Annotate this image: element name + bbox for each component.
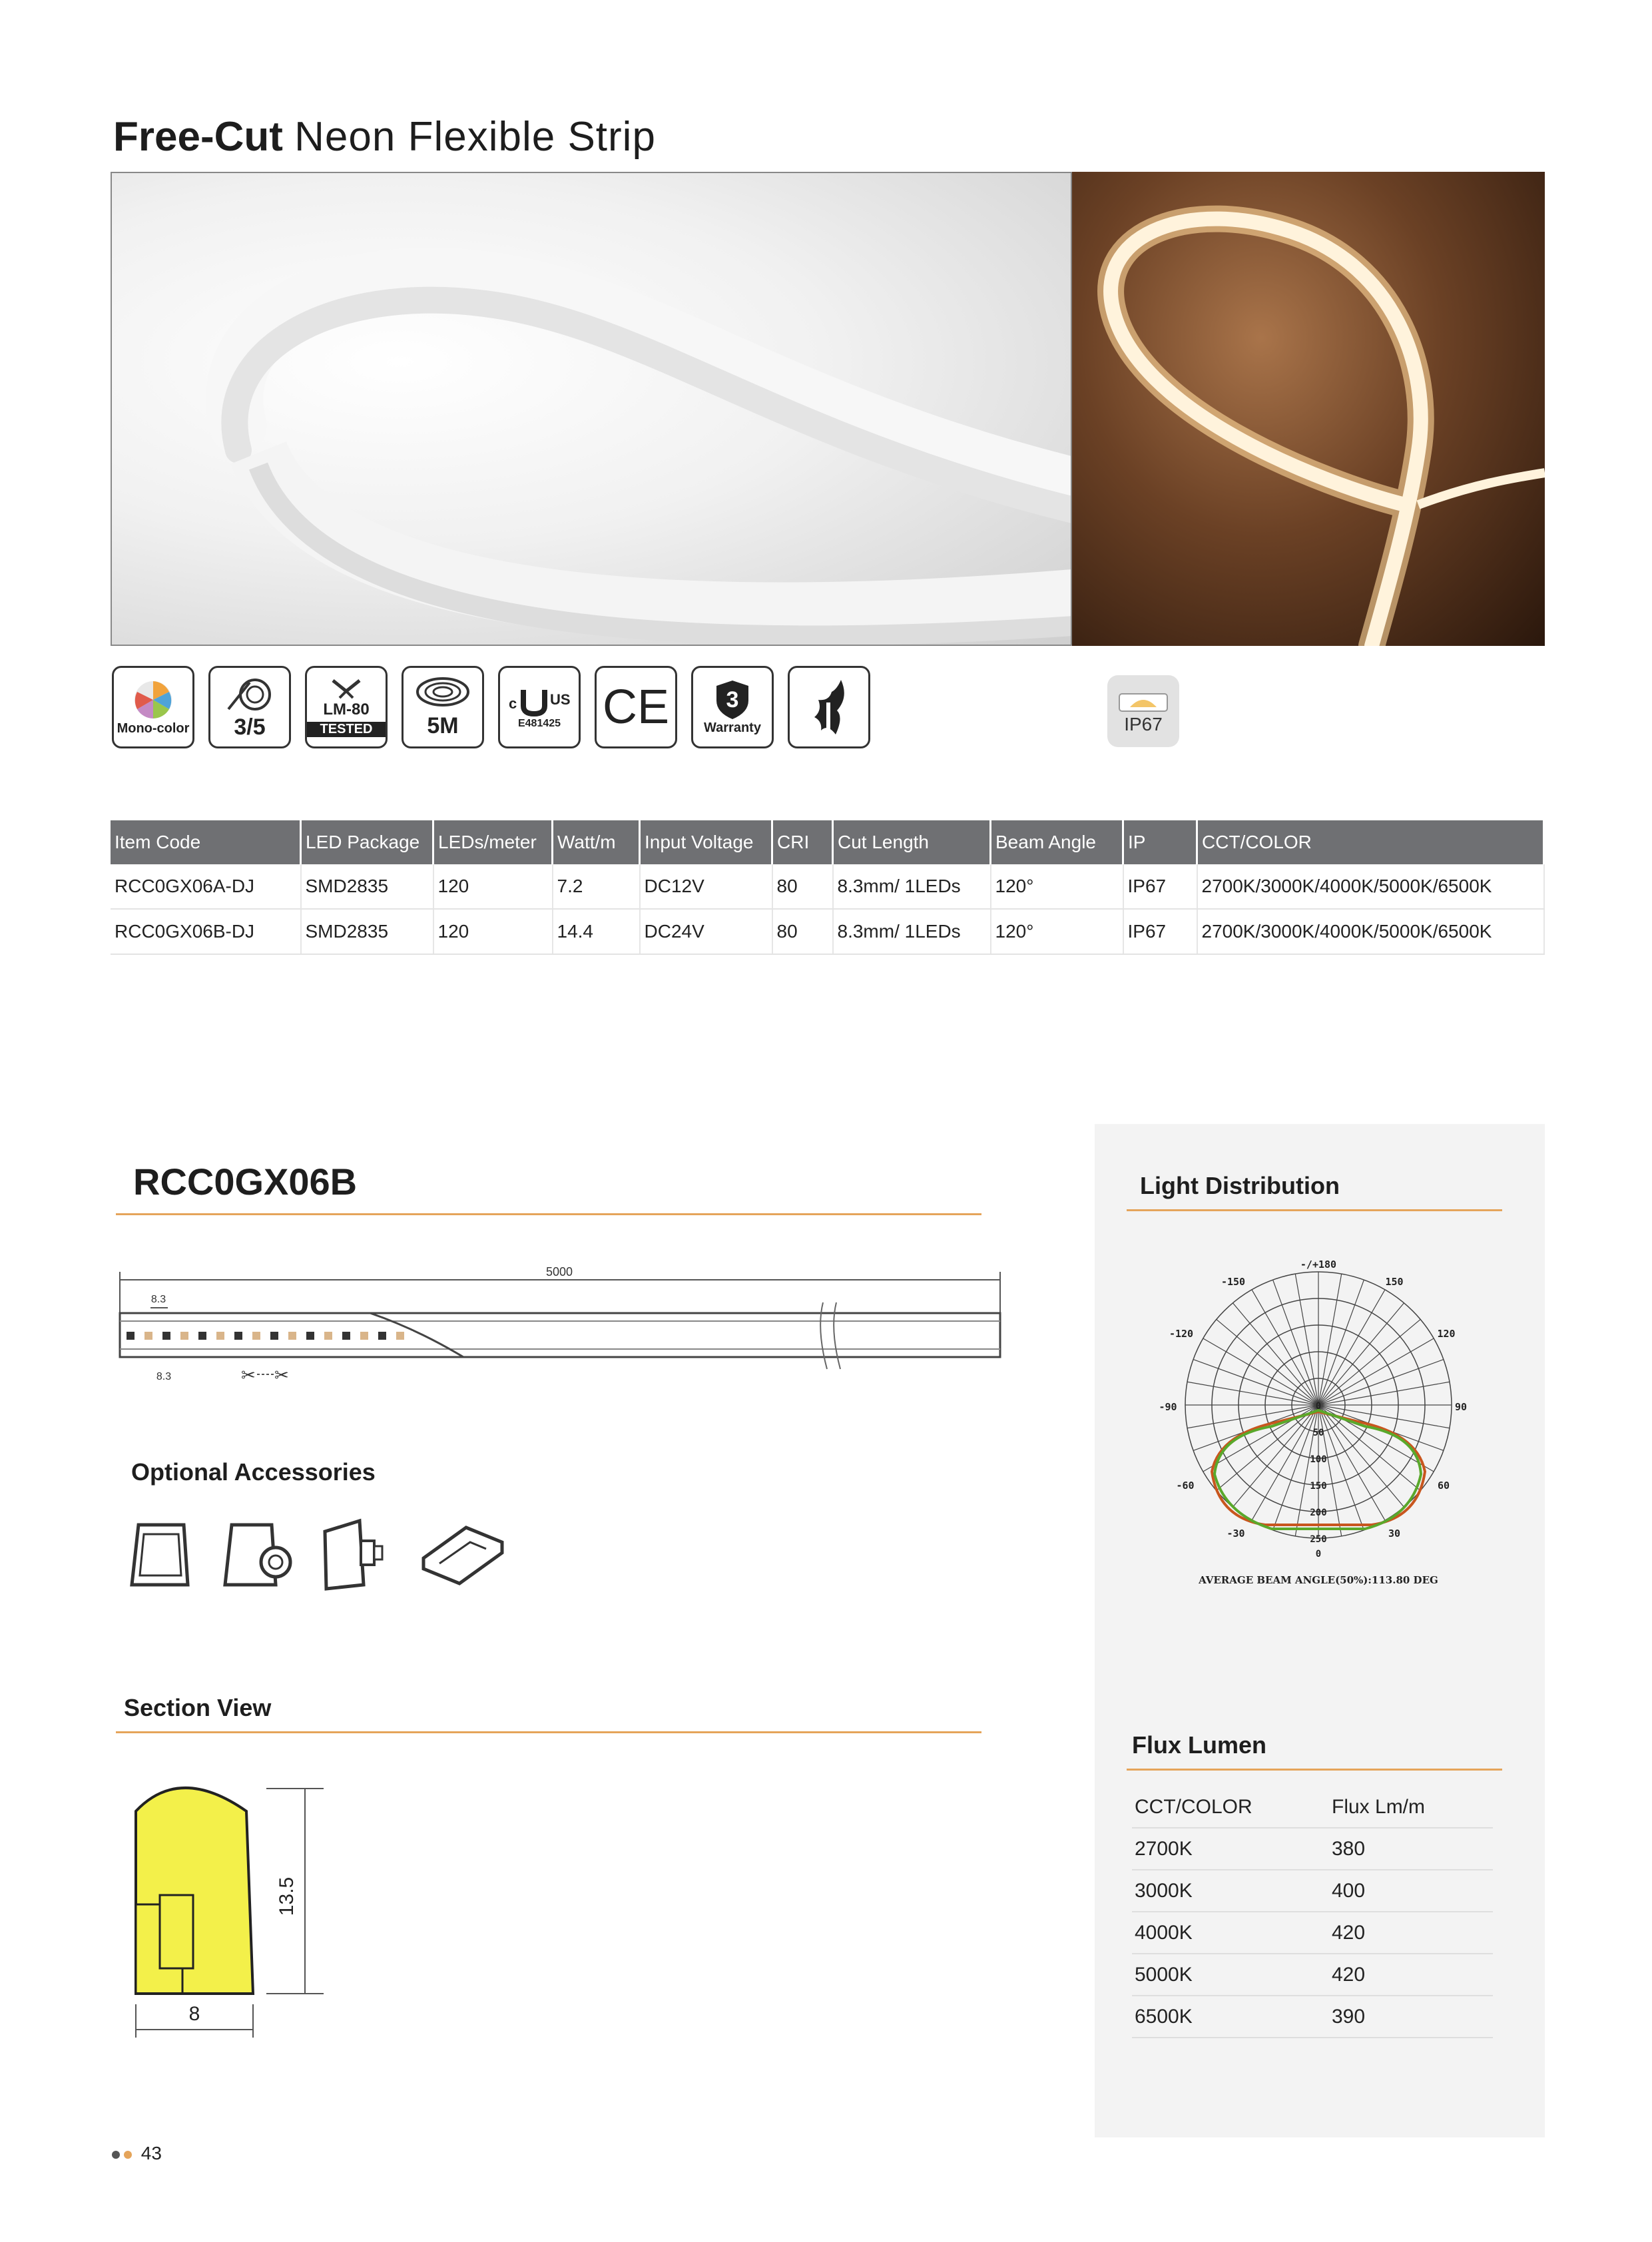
scissors-icon: ✂: [274, 1366, 289, 1386]
table-row: [111, 864, 1544, 909]
pitch-top-label: 8.3: [150, 1294, 166, 1305]
light-distribution-rule: [1127, 1209, 1502, 1211]
led-chip: [324, 1332, 332, 1340]
angle-label: -/+180: [1300, 1259, 1337, 1270]
cell: RCC0GX06A-DJ: [111, 864, 301, 909]
scissors-icon: ✂: [241, 1366, 256, 1386]
flux-header-cct: CCT/COLOR: [1132, 1787, 1321, 1828]
warranty-badge: [691, 666, 774, 748]
color-wheel-icon: [132, 679, 174, 721]
connector-icon: [325, 1521, 382, 1589]
header-beam-angle: Beam Angle: [991, 820, 1123, 864]
reel-label: 5M: [427, 712, 459, 738]
cell: 2700K/3000K/4000K/5000K/6500K: [1197, 909, 1544, 954]
angle-label: -30: [1227, 1528, 1245, 1540]
spec-table: [111, 820, 1545, 955]
header-cct: CCT/COLOR: [1197, 820, 1544, 864]
angle-label: 30: [1388, 1528, 1401, 1540]
cell: 80: [772, 864, 833, 909]
cell: SMD2835: [301, 909, 433, 954]
header-watt: Watt/m: [553, 820, 640, 864]
header-item-code: Item Code: [111, 820, 301, 864]
radial-label: 200: [1310, 1508, 1327, 1518]
angle-label: 60: [1437, 1480, 1450, 1492]
ul-logo-icon: [506, 685, 573, 718]
cell: 80: [772, 909, 833, 954]
cell: 8.3mm/ 1LEDs: [833, 909, 991, 954]
ul-number: E481425: [517, 718, 561, 729]
polar-light-distribution-chart: [1132, 1252, 1505, 1598]
page-number-text: 43: [140, 2143, 162, 2163]
ce-badge: [595, 666, 677, 748]
dot-icon: [124, 2151, 132, 2159]
warranty-label: Warranty: [704, 720, 761, 735]
ul-badge: [498, 666, 581, 748]
table-row: [1132, 1828, 1493, 1870]
flux-header-row: [1132, 1787, 1493, 1828]
angle-label: 150: [1385, 1276, 1404, 1288]
table-row: [1132, 1996, 1493, 2038]
cell: 14.4: [553, 909, 640, 954]
height-dimension: 13.5: [276, 1876, 298, 1916]
table-row: [1132, 1954, 1493, 1996]
lamp-icon: [320, 678, 373, 701]
angle-label: -150: [1221, 1276, 1246, 1288]
led-chip: [378, 1332, 386, 1340]
svg-text:US: US: [550, 691, 571, 708]
led-chip: [198, 1332, 206, 1340]
ce-mark: CE: [602, 681, 670, 734]
section-view-title: Section View: [124, 1694, 272, 1721]
page-title: [113, 113, 656, 160]
led-chip: [396, 1332, 404, 1340]
header-cut-length: Cut Length: [833, 820, 991, 864]
light-distribution-title: Light Distribution: [1140, 1172, 1340, 1199]
cell: 120°: [991, 909, 1123, 954]
reel-icon: [223, 675, 276, 714]
led-chip: [252, 1332, 260, 1340]
accessories-title: Optional Accessories: [131, 1458, 376, 1486]
angle-label: -90: [1159, 1401, 1177, 1413]
section-view-drawing: [127, 1771, 340, 2051]
flux-lumen-title: Flux Lumen: [1132, 1731, 1267, 1759]
led-chip: [342, 1332, 350, 1340]
cell: 2700K/3000K/4000K/5000K/6500K: [1197, 864, 1544, 909]
section-rule: [116, 1731, 981, 1733]
led-chip: [180, 1332, 188, 1340]
tested-label: TESTED: [307, 722, 386, 737]
cell: RCC0GX06B-DJ: [111, 909, 301, 954]
angle-label: -60: [1176, 1480, 1195, 1492]
led-chip: [127, 1332, 135, 1340]
flux-table: [1132, 1787, 1493, 2038]
dot-icon: [112, 2151, 120, 2159]
cell: 4000K: [1132, 1912, 1321, 1954]
table-row: [111, 909, 1544, 954]
cell: 2700K: [1132, 1828, 1321, 1870]
angle-label: 120: [1437, 1328, 1456, 1340]
angle-label: -120: [1169, 1328, 1194, 1340]
cell: 3000K: [1132, 1870, 1321, 1912]
cell: 390: [1321, 1996, 1493, 2038]
product-photo-unlit: [111, 172, 1072, 646]
led-chip: [270, 1332, 278, 1340]
cell: 6500K: [1132, 1996, 1321, 2038]
model-title: RCC0GX06B: [133, 1161, 358, 1203]
radial-label: 50: [1312, 1428, 1324, 1438]
cell: SMD2835: [301, 864, 433, 909]
pitch-bottom-label: 8.3: [156, 1371, 172, 1382]
cell: 120: [433, 909, 553, 954]
mono-color-badge: [112, 666, 194, 748]
cell: 380: [1321, 1828, 1493, 1870]
flame-badge: [788, 666, 870, 748]
strip-dimension-drawing: [117, 1262, 1003, 1396]
led-chip: [306, 1332, 314, 1340]
shield-icon: [714, 679, 751, 720]
cell: 420: [1321, 1954, 1493, 1996]
cell: IP67: [1123, 909, 1197, 954]
waterproof-led-icon: [1117, 687, 1170, 714]
mono-color-label: Mono-color: [117, 720, 190, 736]
cell: IP67: [1123, 864, 1197, 909]
lm80-label: LM-80: [323, 700, 370, 718]
header-leds-meter: LEDs/meter: [433, 820, 553, 864]
warranty-years: 3: [726, 687, 739, 712]
header-ip: IP: [1123, 820, 1197, 864]
feed-cap-icon: [225, 1525, 290, 1585]
step-label: 3/5: [234, 714, 266, 740]
led-chip: [234, 1332, 242, 1340]
title-light: Neon Flexible Strip: [294, 114, 656, 160]
spec-header-row: [111, 820, 1544, 864]
reel-badge: [402, 666, 484, 748]
angle-label: 90: [1454, 1401, 1468, 1413]
radial-label: 150: [1310, 1481, 1327, 1492]
header-cri: CRI: [772, 820, 833, 864]
radial-label: 250: [1310, 1534, 1327, 1545]
cell: 5000K: [1132, 1954, 1321, 1996]
accessories-illustration: [127, 1512, 513, 1598]
length-label: 5000: [545, 1265, 573, 1278]
radial-label: 0: [1315, 1549, 1322, 1559]
ip-label: IP67: [1124, 714, 1163, 734]
width-dimension: 8: [188, 2003, 200, 2025]
led-chip: [360, 1332, 368, 1340]
mounting-clip-icon: [423, 1528, 502, 1583]
title-bold: Free-Cut: [113, 114, 283, 160]
end-cap-icon: [132, 1525, 188, 1585]
flux-header-lm: Flux Lm/m: [1321, 1787, 1493, 1828]
cell: 8.3mm/ 1LEDs: [833, 864, 991, 909]
cell: 420: [1321, 1912, 1493, 1954]
cell: DC24V: [640, 909, 772, 954]
led-chip: [144, 1332, 152, 1340]
coil-icon: [413, 676, 473, 713]
cell: 400: [1321, 1870, 1493, 1912]
table-row: [1132, 1870, 1493, 1912]
svg-text:c: c: [509, 695, 517, 712]
flux-lumen-rule: [1127, 1769, 1502, 1771]
flame-retardant-icon: [802, 677, 856, 737]
cell: DC12V: [640, 864, 772, 909]
lm80-badge: [305, 666, 388, 748]
ip-badge: [1107, 675, 1179, 747]
beam-angle-caption: AVERAGE BEAM ANGLE(50%):113.80 DEG: [1199, 1574, 1438, 1586]
radial-label: 100: [1310, 1454, 1327, 1465]
step-badge: [208, 666, 291, 748]
table-row: [1132, 1912, 1493, 1954]
led-chips: [127, 1331, 413, 1340]
led-chip: [162, 1332, 170, 1340]
cell: 120: [433, 864, 553, 909]
model-rule: [116, 1213, 981, 1215]
page-number: [112, 2143, 162, 2164]
cell: 7.2: [553, 864, 640, 909]
header-led-package: LED Package: [301, 820, 433, 864]
led-chip: [216, 1332, 224, 1340]
product-photo-lit: [1072, 172, 1545, 646]
cell: 120°: [991, 864, 1123, 909]
header-voltage: Input Voltage: [640, 820, 772, 864]
radial-label: 0: [1315, 1401, 1322, 1412]
led-chip: [288, 1332, 296, 1340]
